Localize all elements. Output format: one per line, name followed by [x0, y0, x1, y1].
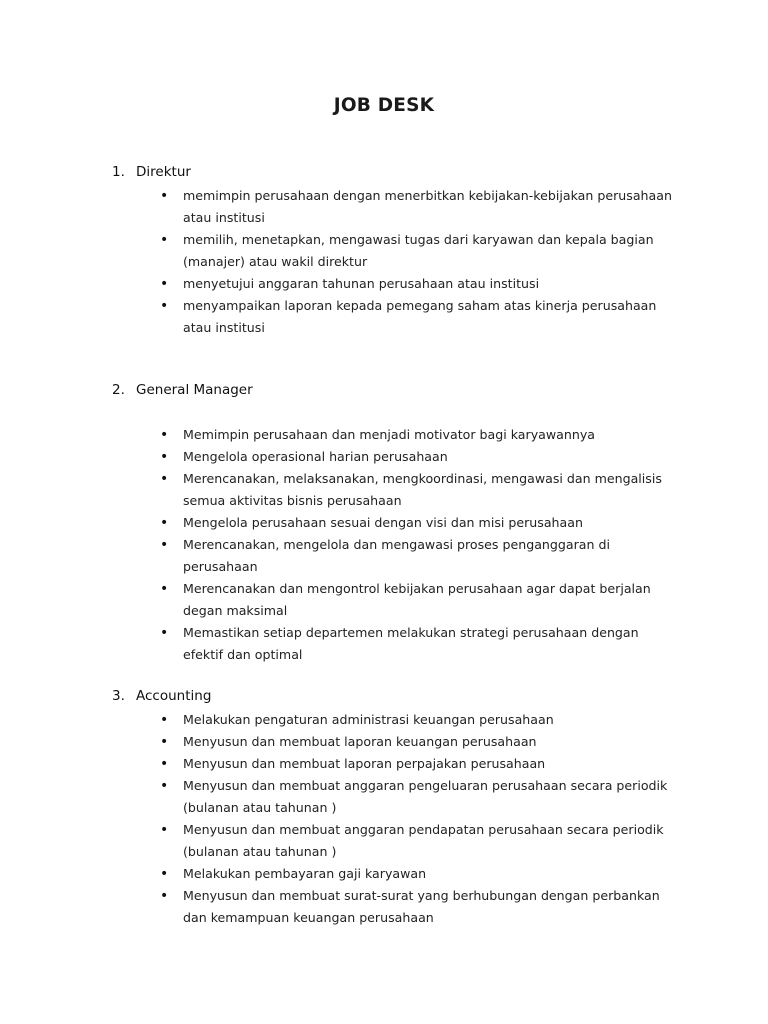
section-title: Direktur: [136, 164, 191, 180]
list-item: • menyetujui anggaran tahunan perusahaan atau institusi: [160, 273, 680, 295]
list-item: • menyampaikan laporan kepada pemegang saham atas kinerja perusahaan atau institusi: [160, 295, 680, 339]
list-item: • Memastikan setiap departemen melakukan strategi perusahaan dengan efektif dan optimal: [160, 622, 680, 666]
list-item: • Melakukan pembayaran gaji karyawan: [160, 863, 680, 885]
list-item: • Mengelola perusahaan sesuai dengan visi dan misi perusahaan: [160, 512, 680, 534]
direktur-duties-list: [160, 185, 680, 339]
list-item: • Memimpin perusahaan dan menjadi motivator bagi karyawannya: [160, 424, 680, 446]
section-number: 3.: [112, 688, 125, 704]
accounting-duties-list: [160, 709, 680, 929]
list-item: • Menyusun dan membuat laporan keuangan perusahaan: [160, 731, 680, 753]
list-item: • Melakukan pengaturan administrasi keuangan perusahaan: [160, 709, 680, 731]
list-item: • Menyusun dan membuat laporan perpajakan perusahaan: [160, 753, 680, 775]
section-heading-accounting: [112, 688, 211, 704]
list-item: • memilih, menetapkan, mengawasi tugas dari karyawan dan kepala bagian (manajer) atau wakil direktur: [160, 229, 680, 273]
section-heading-general-manager: [112, 382, 253, 398]
list-item: • memimpin perusahaan dengan menerbitkan kebijakan-kebijakan perusahaan atau institusi: [160, 185, 680, 229]
list-item: • Merencanakan dan mengontrol kebijakan perusahaan agar dapat berjalan degan maksimal: [160, 578, 680, 622]
section-heading-direktur: [112, 164, 191, 180]
section-number: 2.: [112, 382, 125, 398]
list-item: • Mengelola operasional harian perusahaan: [160, 446, 680, 468]
section-title: General Manager: [136, 382, 253, 398]
list-item: • Merencanakan, mengelola dan mengawasi proses penganggaran di perusahaan: [160, 534, 680, 578]
section-title: Accounting: [136, 688, 212, 704]
list-item: • Menyusun dan membuat surat-surat yang berhubungan dengan perbankan dan kemampuan keuangan perusahaan: [160, 885, 680, 929]
list-item: • Merencanakan, melaksanakan, mengkoordinasi, mengawasi dan mengalisis semua aktivitas bisnis perusahaan: [160, 468, 680, 512]
list-item: • Menyusun dan membuat anggaran pendapatan perusahaan secara periodik (bulanan atau tahunan ): [160, 819, 680, 863]
section-number: 1.: [112, 164, 125, 180]
document-title: JOB DESK: [333, 95, 435, 116]
general-manager-duties-list: [160, 424, 680, 666]
list-item: • Menyusun dan membuat anggaran pengeluaran perusahaan secara periodik (bulanan atau tahunan ): [160, 775, 680, 819]
